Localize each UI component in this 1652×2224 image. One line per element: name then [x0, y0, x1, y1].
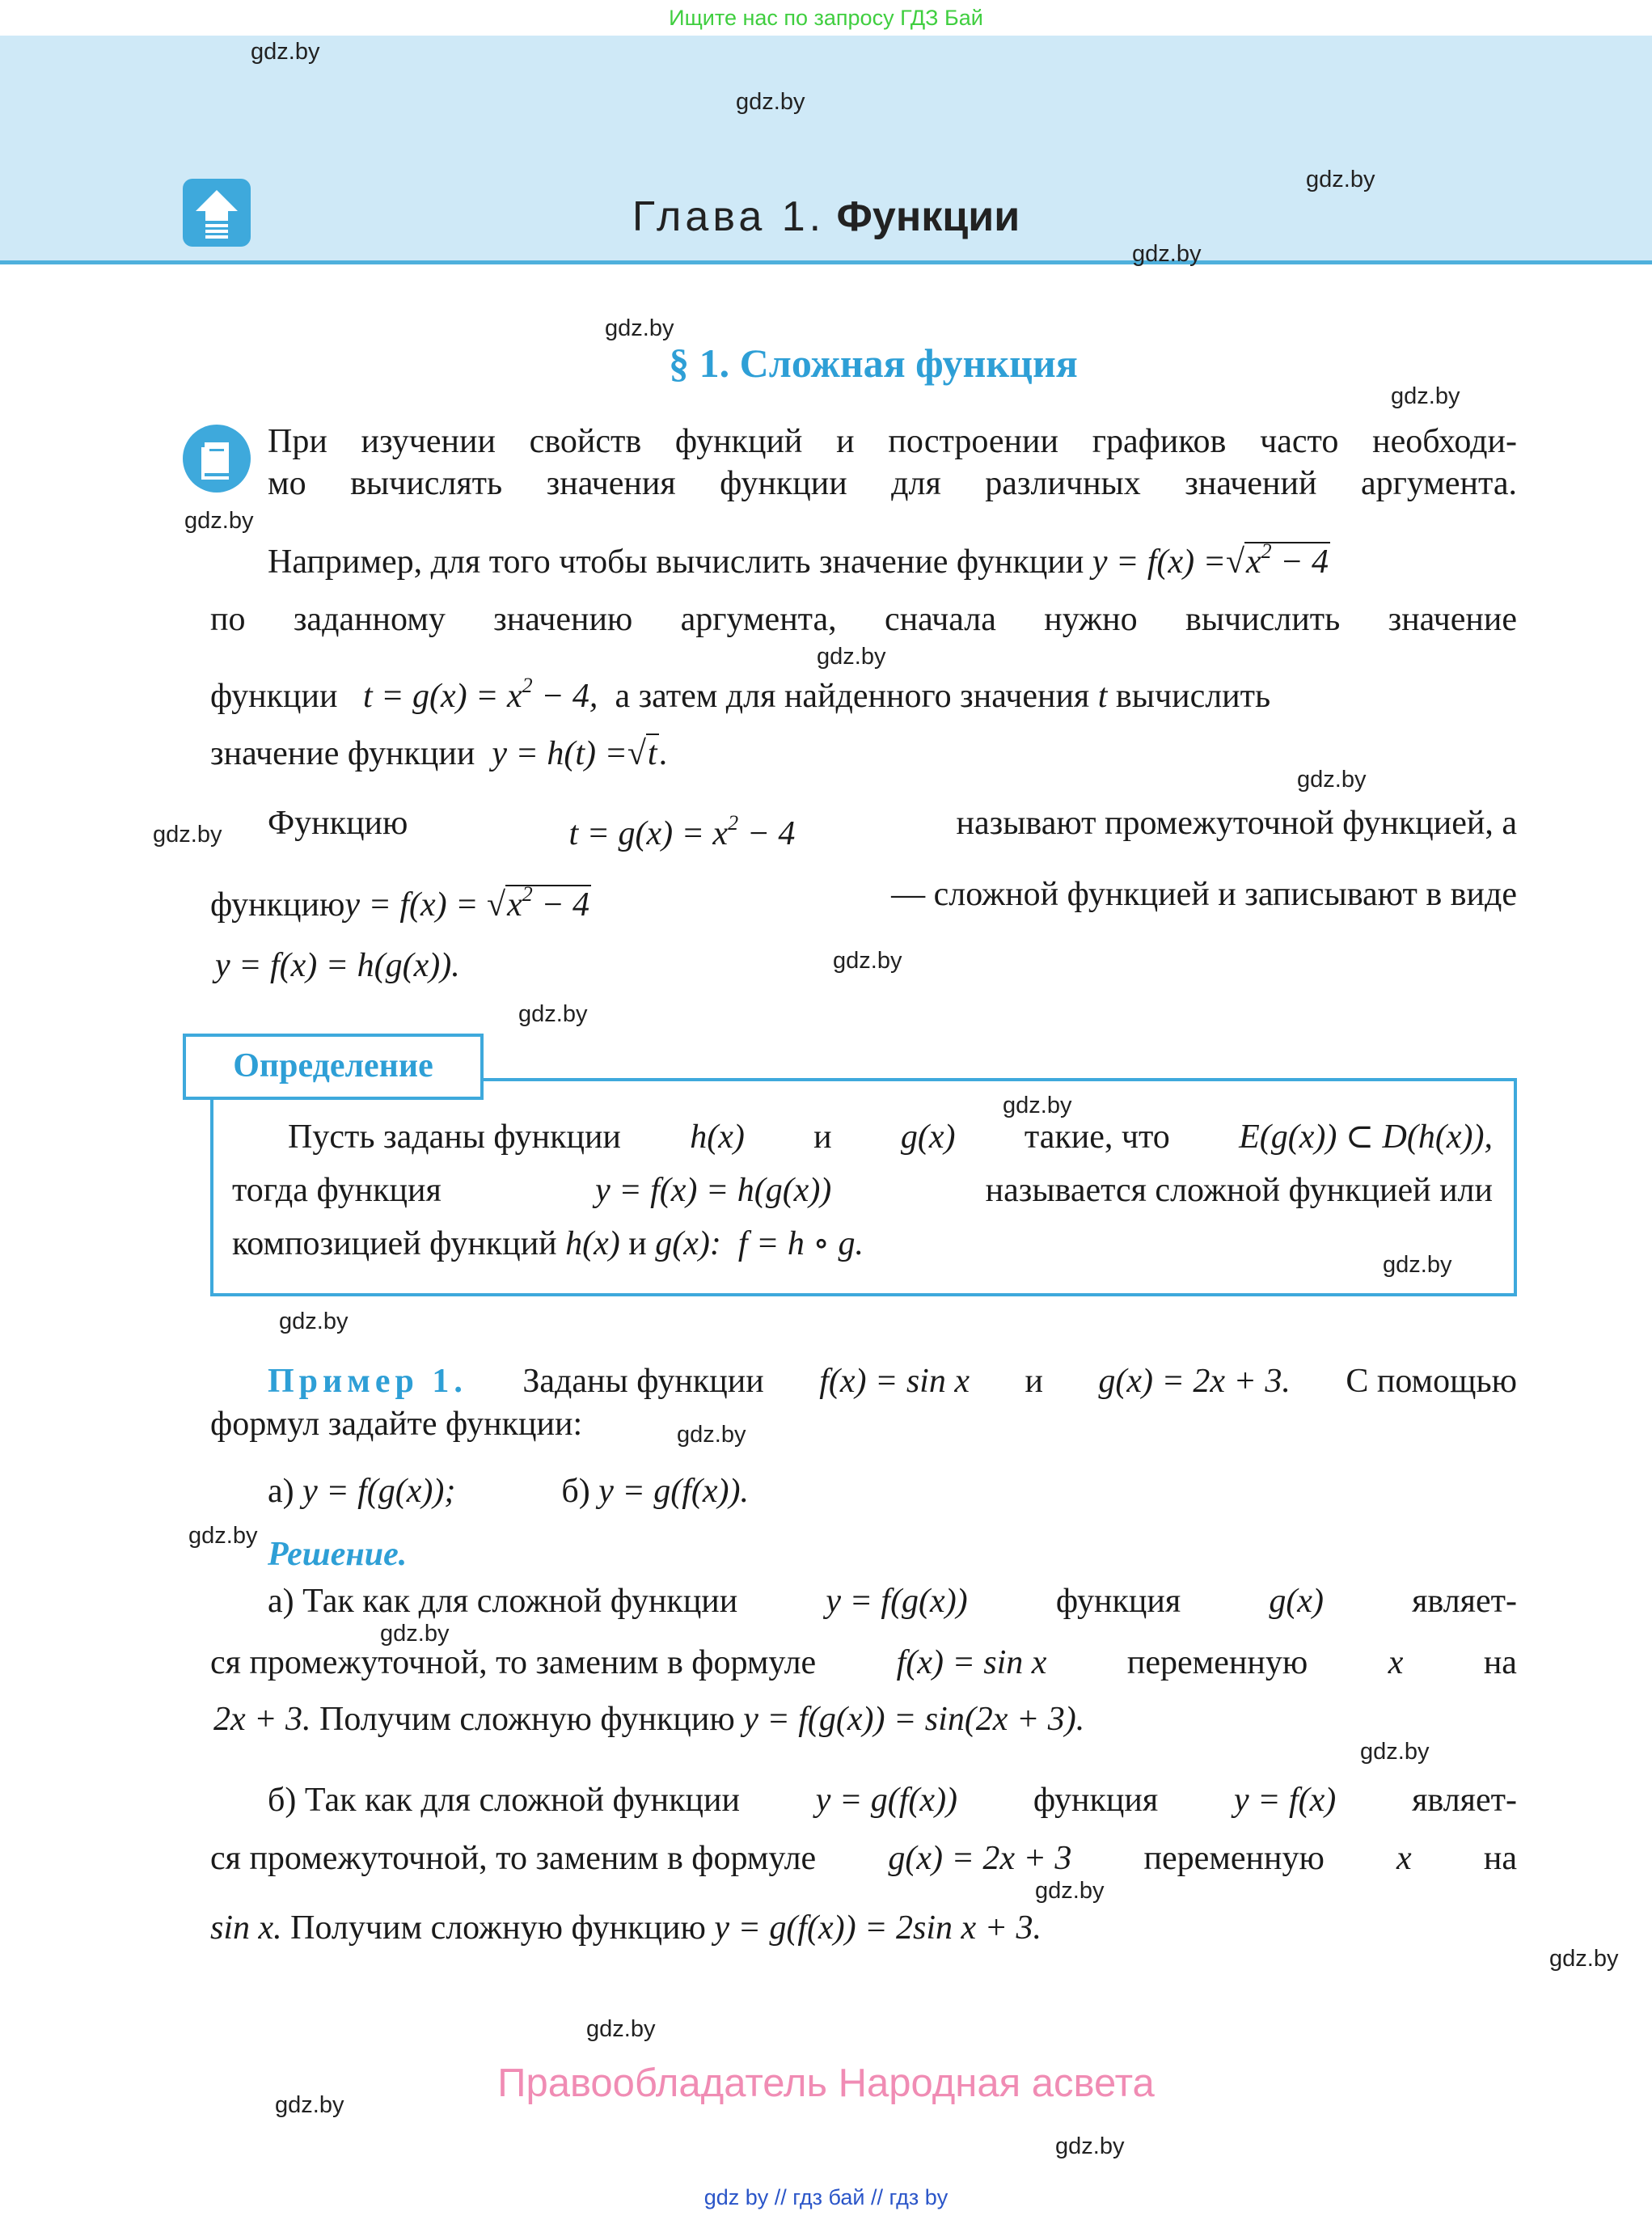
text: и [813, 1118, 832, 1156]
text: функции [210, 678, 338, 715]
radicand-tail: − 4 [532, 886, 590, 924]
chapter-title [0, 192, 1652, 241]
intro-line: При изучении свойств функций и построении графиков часто необходи- [268, 423, 1517, 460]
watermark: gdz.by [153, 822, 222, 848]
formula: g(x) [1269, 1583, 1324, 1620]
text: С помощью [1346, 1363, 1517, 1400]
text: Пусть заданы функции [288, 1118, 621, 1156]
text: функцию [210, 886, 345, 924]
watermark: gdz.by [586, 2016, 656, 2042]
text: — сложной функцией и записывают в виде [891, 876, 1517, 913]
text: такие, что [1024, 1118, 1170, 1156]
text: функция [1033, 1782, 1159, 1819]
text: а) Так как для сложной функции [268, 1583, 738, 1620]
task-label: а) [268, 1473, 294, 1510]
formula: E(g(x)) ⊂ D(h(x)), [1239, 1118, 1493, 1156]
watermark: gdz.by [1055, 2133, 1125, 2159]
text: Получим сложную функцию [290, 1909, 706, 1947]
text: а затем для найденного значения [615, 678, 1090, 715]
text: называют промежуточной функцией, а [956, 805, 1517, 842]
formula: f(x) = sin x [819, 1363, 970, 1400]
formula: y = f(x) = [344, 886, 479, 924]
intro-line [268, 529, 1330, 585]
radicand-tail: − 4 [1271, 543, 1329, 581]
formula [568, 801, 795, 856]
watermark: gdz.by [736, 89, 805, 115]
chapter-prefix: Глава 1. [632, 193, 826, 240]
formula: g(x) [900, 1118, 956, 1156]
formula: x [1396, 1840, 1412, 1877]
formula: g(x) = 2x + 3. [1098, 1363, 1291, 1400]
formula: y = f(g(x)) [826, 1583, 968, 1620]
book-icon [183, 425, 251, 493]
text: являет- [1412, 1782, 1517, 1819]
formula-part: t = g(x) = x [568, 815, 729, 852]
text: б) Так как для сложной функции [268, 1782, 740, 1819]
watermark: gdz.by [188, 1523, 258, 1549]
formula-part: t = g(x) = x [362, 678, 522, 715]
example-line [268, 1359, 1517, 1404]
watermark: gdz.by [817, 644, 886, 670]
text: переменную [1143, 1840, 1325, 1877]
formula: sin x. [210, 1909, 282, 1947]
watermark: gdz.by [833, 948, 902, 974]
formula: t [1097, 678, 1108, 715]
example-line: формул задайте функции: [210, 1406, 583, 1443]
para2-line [210, 872, 1517, 928]
text: ся промежуточной, то заменим в формуле [210, 1840, 817, 1877]
intro-line: по заданному значению аргумента, сначала нужно вычислить значение [210, 601, 1517, 638]
formula-part: − 4, [532, 678, 598, 715]
watermark: gdz.by [380, 1621, 450, 1647]
formula: 2x + 3. [213, 1701, 311, 1738]
formula: y = f(x) [1234, 1782, 1337, 1819]
formula: y = f(x) = [1092, 543, 1226, 581]
solution-line [210, 1836, 1517, 1881]
radicand-var: x [1246, 543, 1261, 581]
watermark: gdz.by [1297, 767, 1367, 793]
solution-line [213, 1697, 1084, 1742]
solution-label: Решение. [268, 1536, 408, 1573]
solution-line [268, 1579, 1517, 1624]
watermark: gdz.by [1035, 1878, 1105, 1904]
definition-line [232, 1168, 1493, 1213]
exponent: 2 [522, 674, 533, 697]
formula: f = h ∘ g. [737, 1225, 864, 1262]
intro-line [210, 663, 1270, 719]
watermark: gdz.by [518, 1001, 588, 1027]
watermark: gdz.by [677, 1422, 746, 1448]
exponent: 2 [728, 811, 739, 835]
formula: h(x) [565, 1225, 620, 1262]
text: Заданы функции [522, 1363, 764, 1400]
radicand-var: x [507, 886, 522, 924]
watermark: gdz.by [1306, 167, 1375, 192]
formula: y = g(f(x)). [598, 1473, 749, 1510]
formula: h(x) [690, 1118, 745, 1156]
sqrt-sign: √ [487, 886, 506, 924]
radicand [505, 882, 591, 924]
text: композицией функций [232, 1225, 557, 1262]
formula: y = h(t) = [492, 735, 627, 772]
text: и [628, 1225, 647, 1262]
sqrt-sign: √ [627, 735, 646, 772]
exponent: 2 [1261, 539, 1272, 563]
sqrt-sign: √ [1225, 543, 1245, 581]
formula: y = f(x) = h(g(x)) [595, 1172, 832, 1209]
text: являет- [1412, 1583, 1517, 1620]
formula [362, 674, 598, 715]
formula-part: − 4 [738, 815, 796, 852]
formula: f(x) = sin x [896, 1644, 1047, 1681]
text: значение функции [210, 735, 475, 772]
watermark: gdz.by [1360, 1739, 1430, 1765]
para2-line [268, 801, 1517, 856]
text: Получим сложную функцию [319, 1701, 735, 1738]
definition-label: Определение [183, 1034, 484, 1100]
chapter-name: Функции [836, 193, 1020, 240]
watermark: gdz.by [251, 39, 320, 65]
text: называется сложной функцией или [985, 1172, 1493, 1209]
text: функция [1055, 1583, 1181, 1620]
watermark: gdz.by [1391, 383, 1460, 409]
text: переменную [1126, 1644, 1308, 1681]
watermark: gdz.by [184, 508, 254, 534]
top-banner[interactable]: Ищите нас по запросу ГДЗ Бай [669, 6, 983, 30]
composition-formula: y = f(x) = h(g(x)). [215, 947, 460, 984]
example-label: Пример 1. [268, 1363, 467, 1400]
watermark: gdz.by [1003, 1093, 1072, 1118]
formula: g(x): [655, 1225, 721, 1262]
text: . [658, 735, 668, 772]
watermark: gdz.by [279, 1309, 349, 1334]
formula: y = f(g(x)) = sin(2x + 3). [743, 1701, 1085, 1738]
intro-line: мо вычислять значения функции для различных значений аргумента. [268, 465, 1517, 502]
solution-line [210, 1640, 1517, 1685]
text: вычислить [1115, 678, 1271, 715]
text-with-formula [210, 872, 591, 928]
copyright-holder: Правообладатель Народная асвета [497, 2061, 1155, 2105]
watermark: gdz.by [1383, 1252, 1452, 1278]
text: ся промежуточной, то заменим в формуле [210, 1644, 817, 1681]
text: тогда функция [232, 1172, 442, 1209]
watermark: gdz.by [1549, 1946, 1619, 1972]
formula: y = f(g(x)); [302, 1473, 456, 1510]
text: Функцию [268, 805, 408, 842]
text: и [1025, 1363, 1043, 1400]
exponent: 2 [522, 882, 533, 906]
radicand: t [647, 735, 657, 772]
definition-line [232, 1221, 864, 1266]
formula: g(x) = 2x + 3 [888, 1840, 1072, 1877]
watermark: gdz.by [1132, 241, 1202, 267]
solution-line [210, 1905, 1041, 1951]
watermark: gdz.by [275, 2092, 344, 2118]
text: на [1483, 1840, 1517, 1877]
section-title: § 1. Сложная функция [669, 340, 1078, 386]
formula: y = g(f(x)) = 2sin x + 3. [714, 1909, 1041, 1947]
formula: y = g(f(x)) [815, 1782, 958, 1819]
solution-line [268, 1778, 1517, 1823]
text: на [1483, 1644, 1517, 1681]
task-label: б) [561, 1473, 590, 1510]
watermark: gdz.by [605, 315, 674, 341]
text: Например, для того чтобы вычислить значение функции [268, 543, 1084, 581]
formula: x [1388, 1644, 1404, 1681]
intro-line [210, 731, 667, 776]
radicand [1244, 539, 1330, 581]
example-tasks [268, 1469, 749, 1514]
footer-links[interactable]: gdz by // гдз бай // гдз by [703, 2185, 949, 2209]
definition-line [288, 1114, 1493, 1160]
